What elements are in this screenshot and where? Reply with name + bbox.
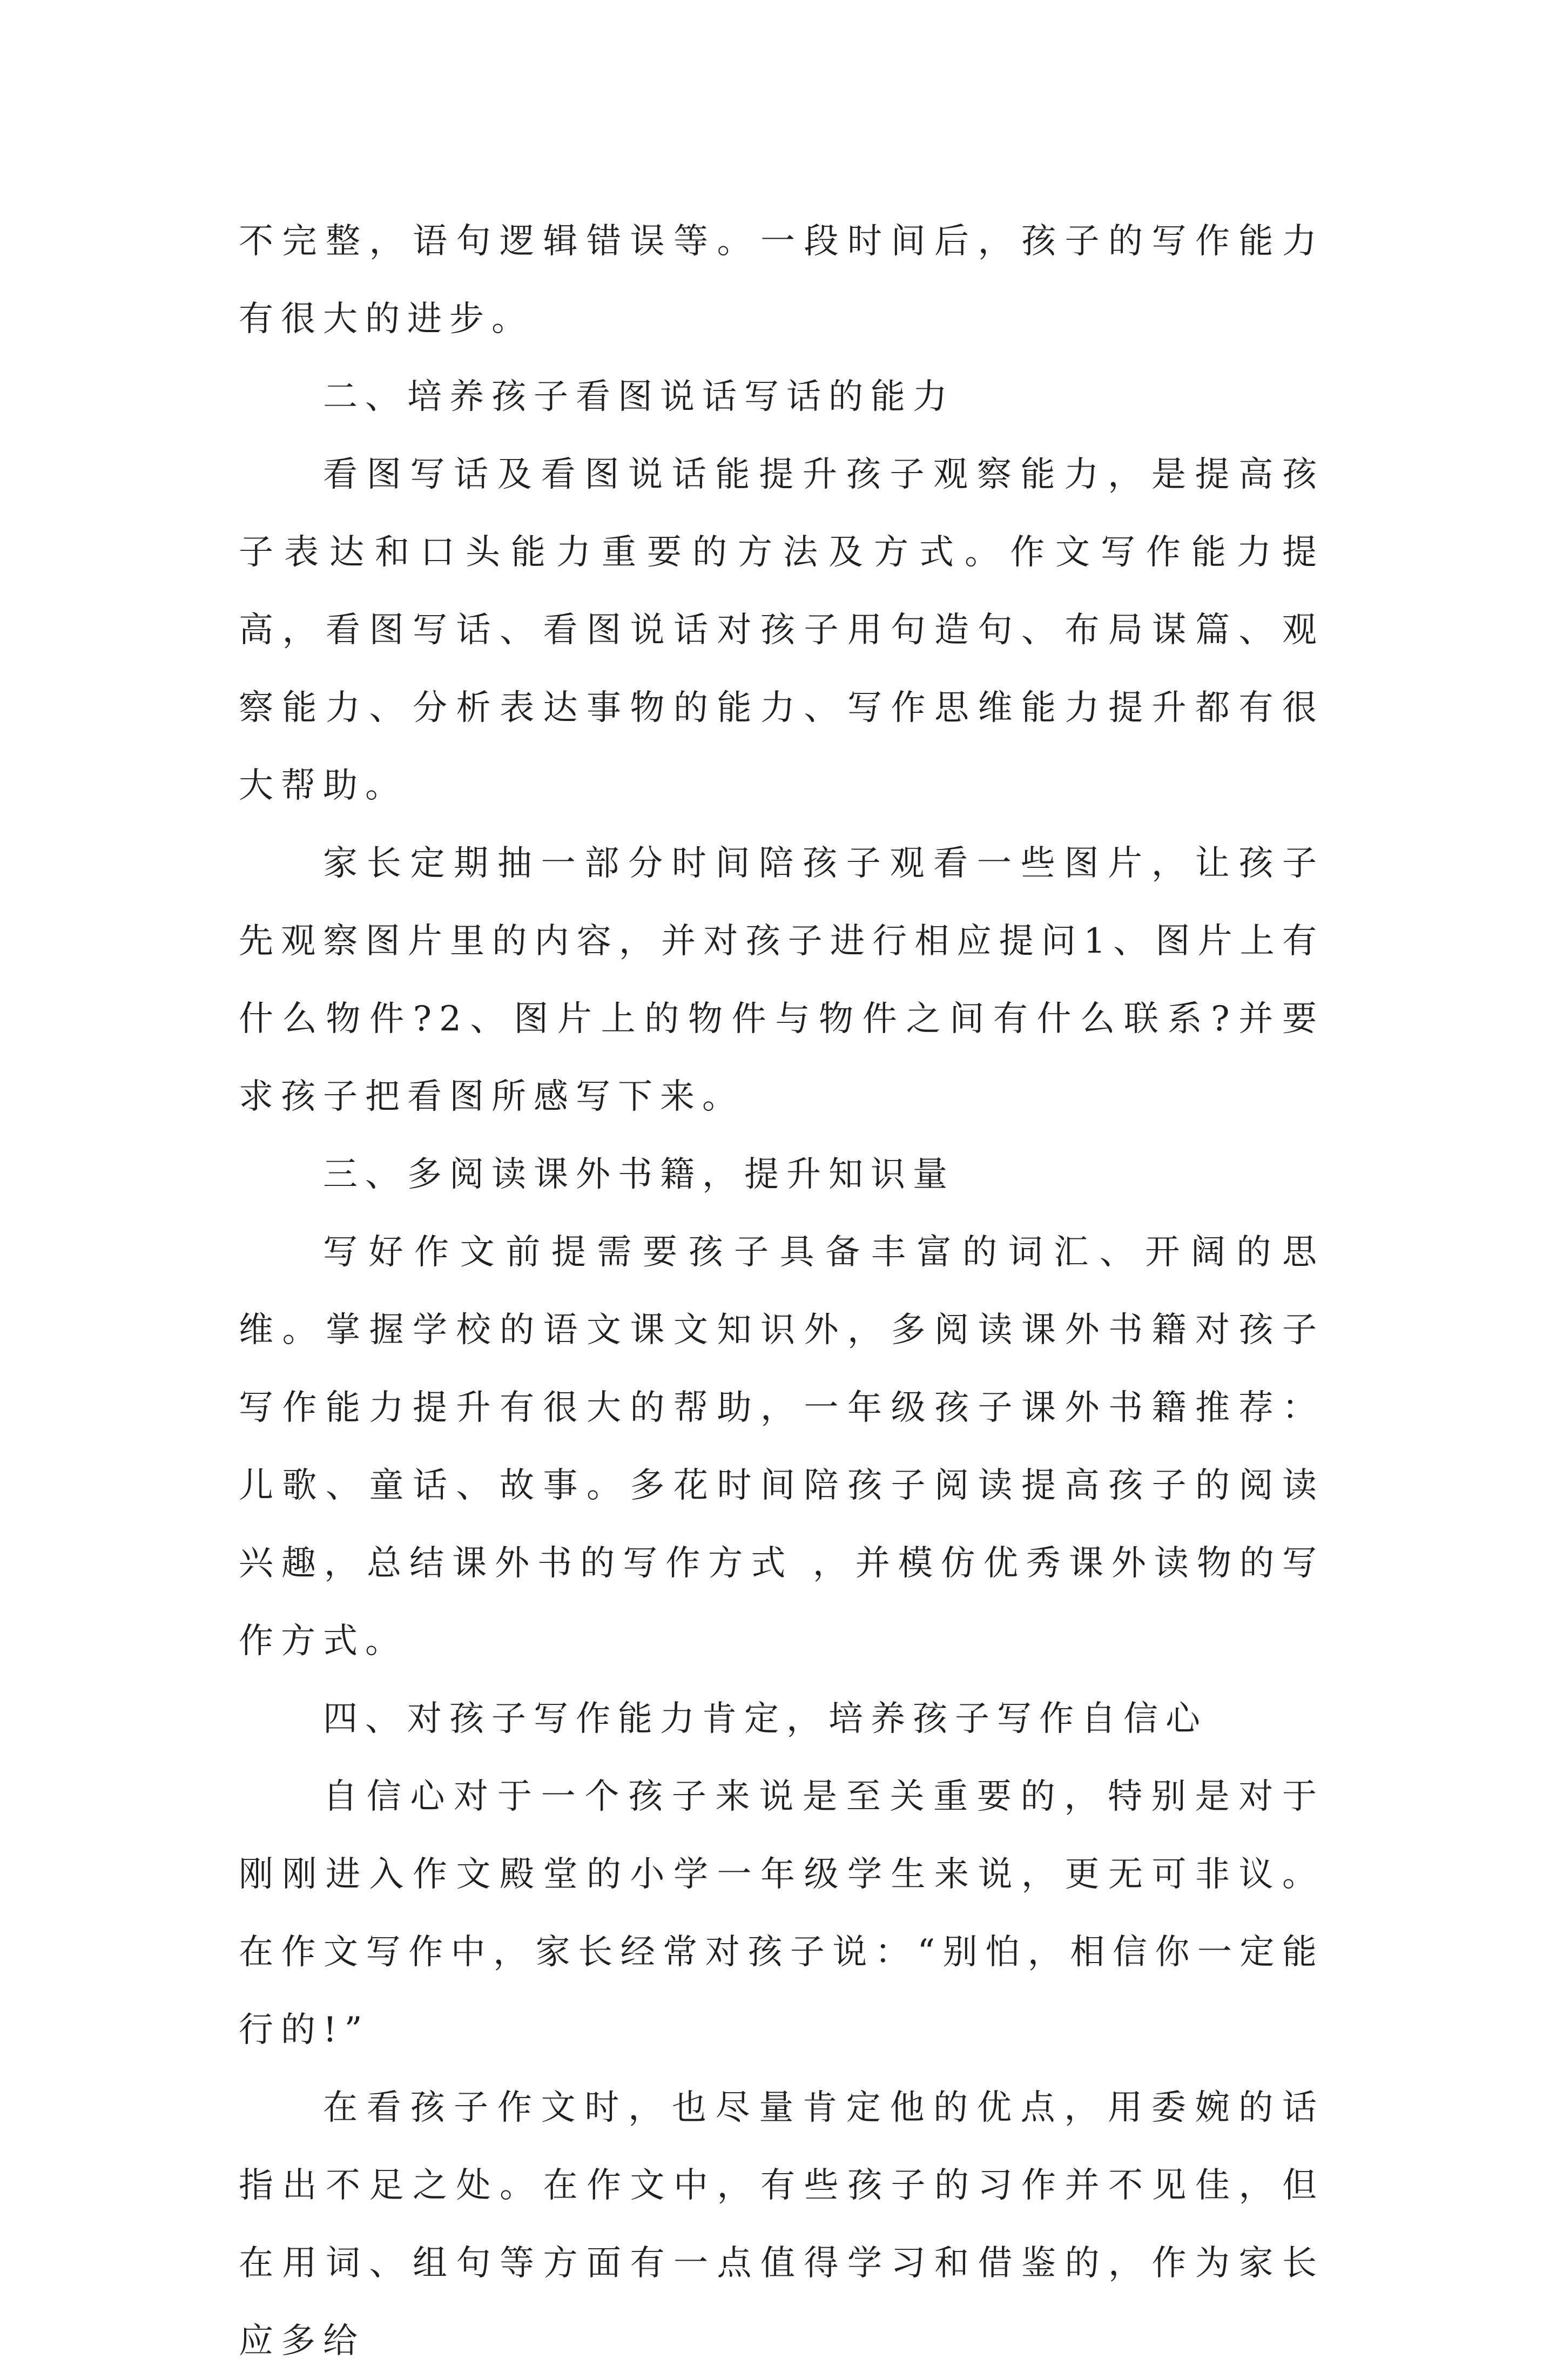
section-heading-4: 四、对孩子写作能力肯定，培养孩子写作自信心 [323, 1699, 1208, 1739]
paragraph: 在看孩子作文时，也尽量肯定他的优点，用委婉的话指出不足之处。在作文中，有些孩子的习作并不见佳，但在用词、组句等方面有一点值得学习和借鉴的，作为家长应多给 [239, 2088, 1324, 2361]
paragraph: 家长定期抽一部分时间陪孩子观看一些图片，让孩子先观察图片里的内容，并对孩子进行相应提问1、图片上有什么物件?2、图片上的物件与物件之间有什么联系?并要求孩子把看图所感写下来。 [239, 844, 1324, 1117]
paragraph-continued: 不完整，语句逻辑错误等。一段时间后，孩子的写作能力有很大的进步。 [239, 221, 1324, 339]
paragraph: 写好作文前提需要孩子具备丰富的词汇、开阔的思维。掌握学校的语文课文知识外，多阅读课外书籍对孩子写作能力提升有很大的帮助，一年级孩子课外书籍推荐：儿歌、童话、故事。多花时间陪孩子阅读提高孩子的阅读兴趣，总结课外书的写作方式 ，并模仿优秀课外读物的写作方式。 [239, 1232, 1324, 1661]
paragraph: 看图写话及看图说话能提升孩子观察能力，是提高孩子表达和口头能力重要的方法及方式。作文写作能力提高，看图写话、看图说话对孩子用句造句、布局谋篇、观察能力、分析表达事物的能力、写作思维能力提升都有很大帮助。 [239, 455, 1324, 806]
section-heading-2: 二、培养孩子看图说话写话的能力 [323, 377, 955, 417]
paragraph: 自信心对于一个孩子来说是至关重要的，特别是对于刚刚进入作文殿堂的小学一年级学生来说，更无可非议。在作文写作中，家长经常对孩子说：“别怕，相信你一定能行的!” [239, 1777, 1324, 2050]
section-heading-3: 三、多阅读课外书籍，提升知识量 [323, 1155, 955, 1195]
document-body [239, 203, 1324, 2380]
